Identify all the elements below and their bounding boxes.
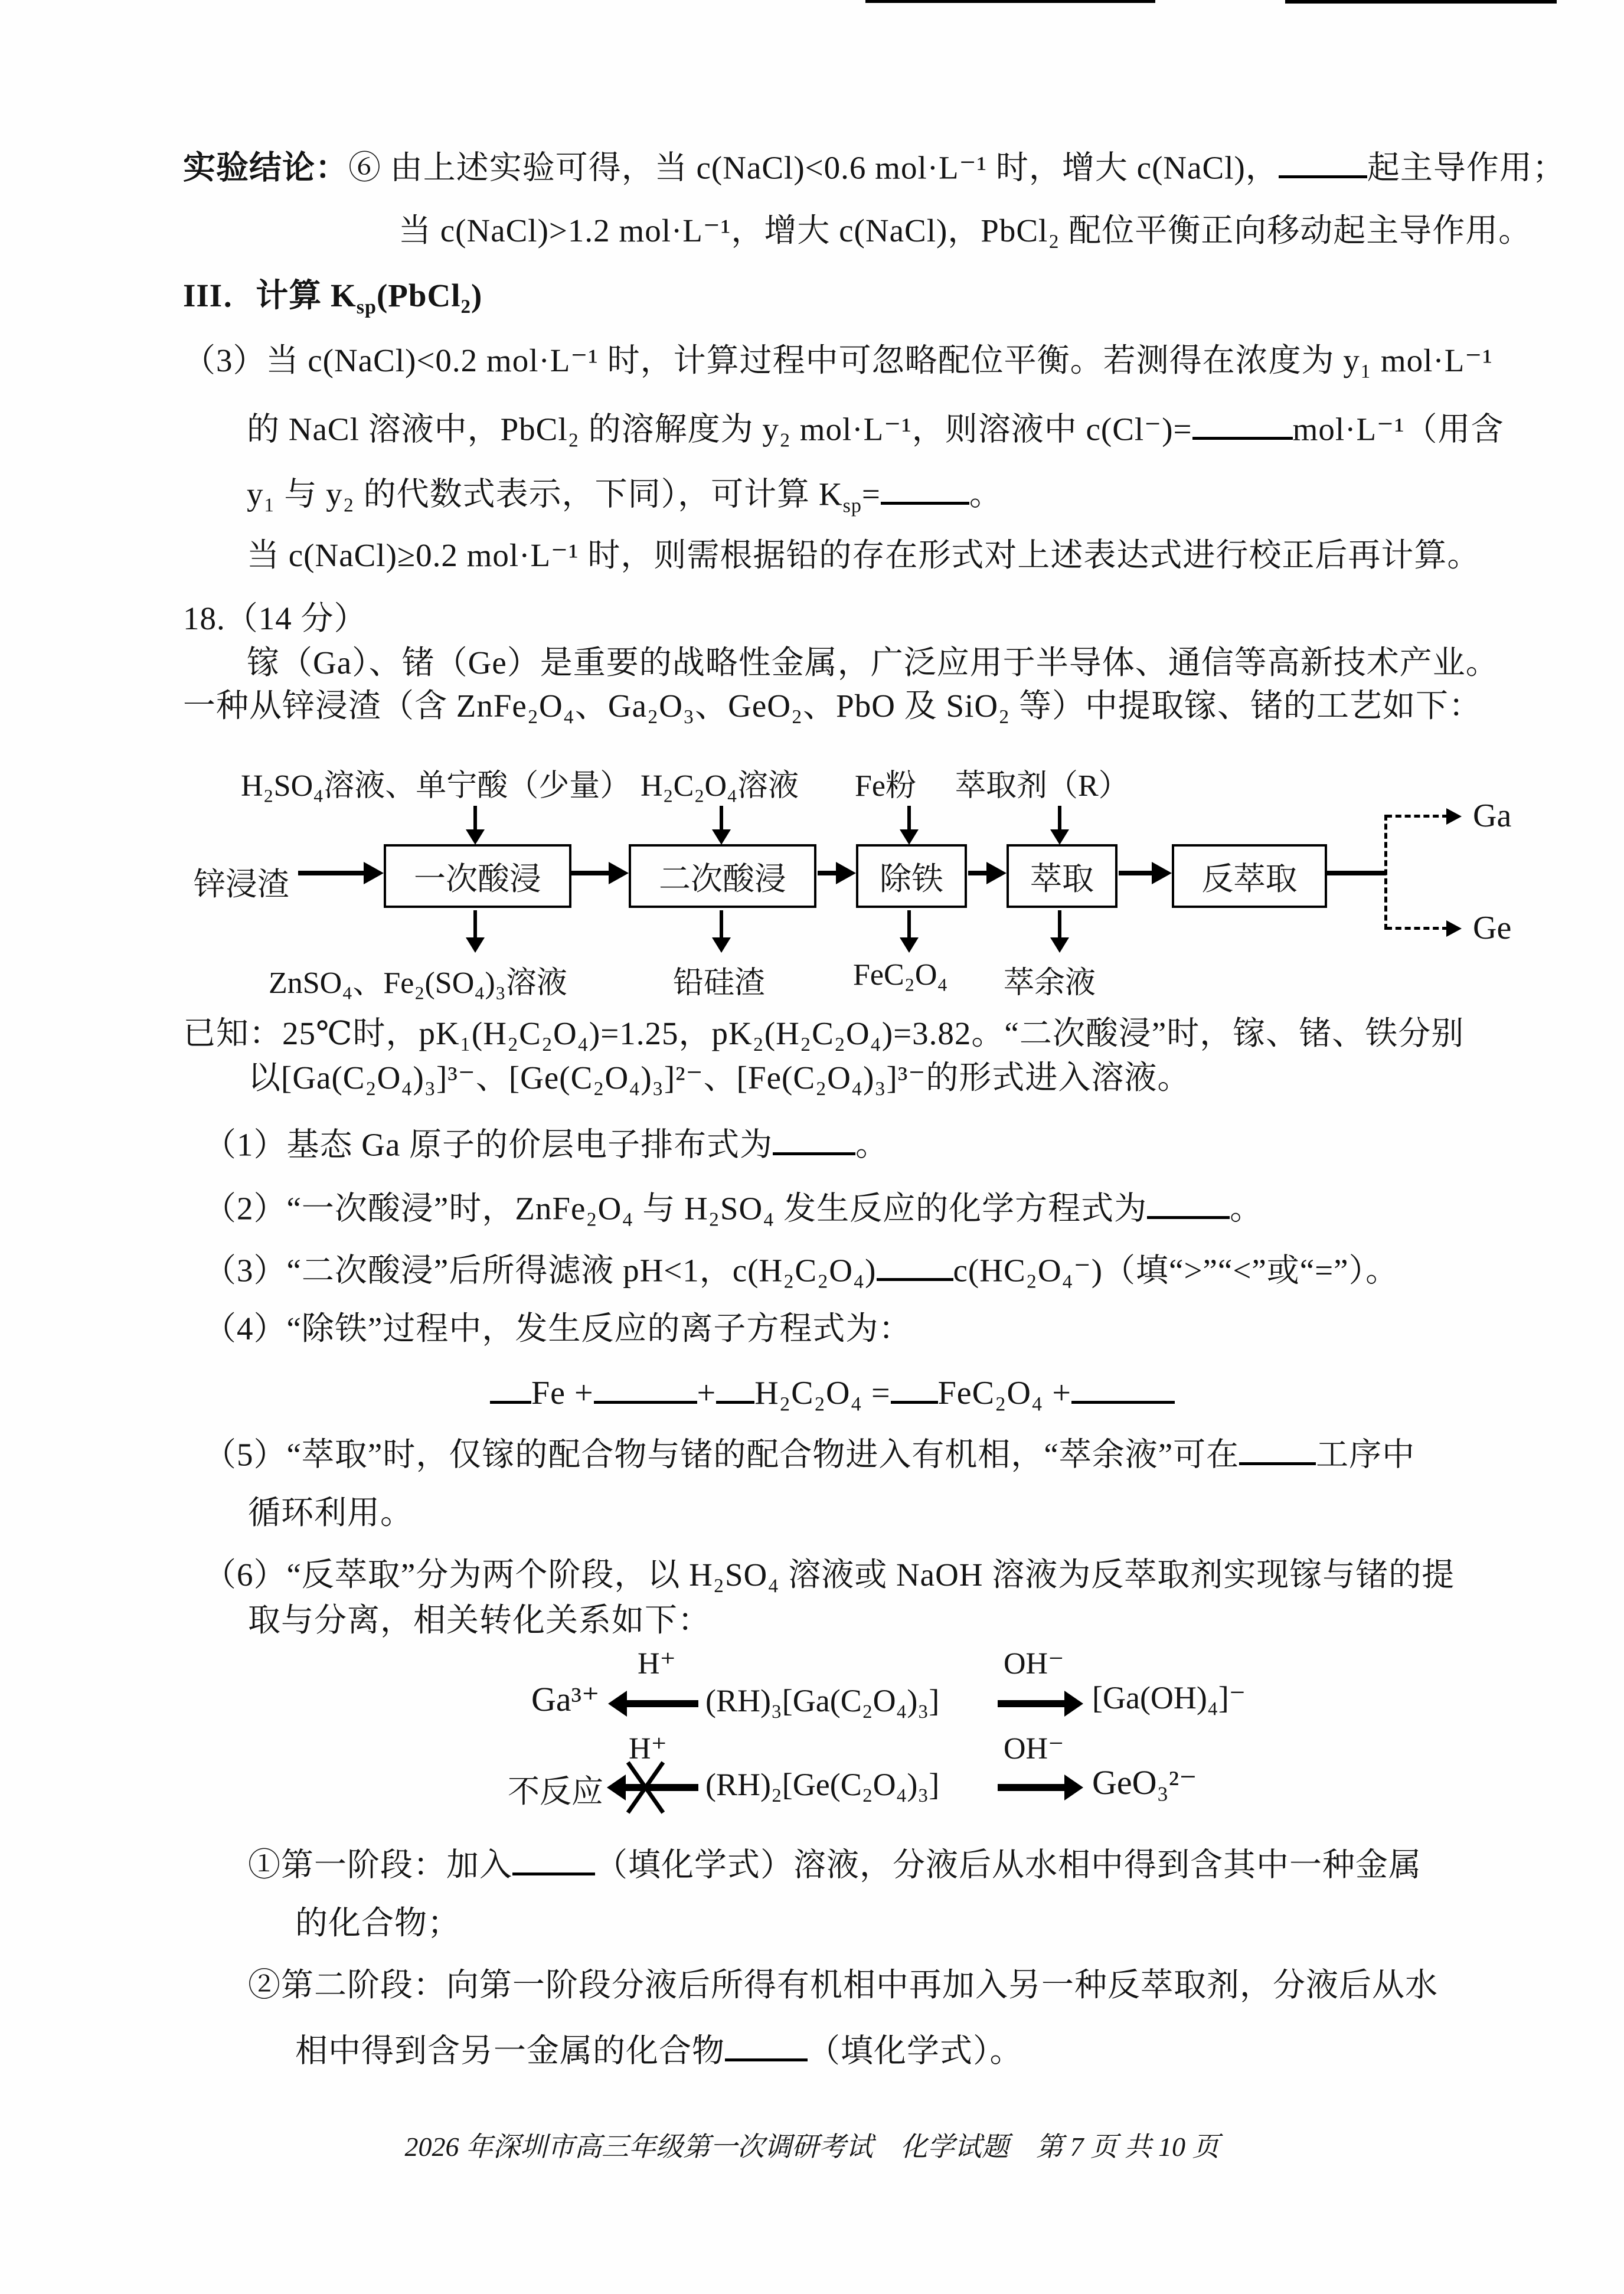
part3-text-b: mol·L⁻¹（用含 bbox=[1292, 411, 1504, 447]
part3-period: 。 bbox=[969, 476, 1002, 512]
known-line-1: 已知：25℃时，pK₁(H₂C₂O₄)=1.25，pK₂(H₂C₂O₄)=3.82。“二次酸浸”时，镓、锗、铁分别 bbox=[183, 1015, 1465, 1051]
subq5-text-2: 工序中 bbox=[1316, 1436, 1416, 1473]
flow-input-label: H₂C₂O₄溶液 bbox=[641, 769, 799, 803]
stage-1-cont: 的化合物； bbox=[295, 1905, 461, 1941]
flow-output-arrow bbox=[907, 910, 911, 939]
scan-artifact-bar bbox=[865, 0, 1155, 3]
ge-complex: (RH)₂[Ge(C₂O₄)₃] bbox=[705, 1767, 940, 1802]
flow-input-label: Fe粉 bbox=[855, 769, 917, 803]
flow-input-arrow bbox=[907, 806, 911, 831]
subq3-text-2: c(HC₂O₄⁻)（填“>”“<”或“=”）。 bbox=[953, 1252, 1399, 1289]
flow-input-arrow bbox=[720, 806, 723, 831]
flow-product-label: Ga bbox=[1473, 798, 1512, 834]
conclusion-label: 实验结论： bbox=[183, 149, 349, 186]
subquestion-3 bbox=[204, 1247, 1398, 1290]
flow-arrow bbox=[818, 871, 837, 875]
part3-eq: = bbox=[861, 476, 881, 512]
h-plus-label: H⁺ bbox=[638, 1647, 676, 1681]
flow-output-arrowhead bbox=[466, 937, 485, 953]
flow-output-arrowhead bbox=[712, 937, 731, 953]
answer-blank bbox=[725, 2028, 808, 2061]
subquestion-5 bbox=[204, 1432, 1415, 1474]
heading-sub: sp bbox=[356, 296, 377, 318]
flow-input-arrowhead bbox=[1050, 829, 1069, 845]
flow-dashed-arrow-ge bbox=[1386, 927, 1448, 930]
equation-term: FeC₂O₄ + bbox=[937, 1375, 1071, 1412]
stage2-text-2: （填化学式）。 bbox=[808, 2032, 1023, 2069]
subq5-text: （5）“萃取”时，仅镓的配合物与锗的配合物进入有机相，“萃余液”可在 bbox=[204, 1436, 1240, 1473]
subquestion-6-cont: 取与分离，相关转化关系如下： bbox=[248, 1602, 711, 1638]
scan-artifact-bar bbox=[1285, 0, 1557, 4]
ga-complex: (RH)₃[Ga(C₂O₄)₃] bbox=[705, 1683, 940, 1718]
flow-arrow bbox=[1119, 871, 1153, 875]
subquestion-4: （4）“除铁”过程中，发生反应的离子方程式为： bbox=[204, 1311, 912, 1347]
flow-arrow bbox=[298, 871, 364, 875]
q18-intro-1: 镓（Ga）、锗（Ge）是重要的战略性金属，广泛应用于半导体、通信等高新技术产业。 bbox=[247, 645, 1499, 681]
left-arrow-bar bbox=[625, 1700, 698, 1707]
h-plus-label: H⁺ bbox=[629, 1732, 667, 1766]
flow-output-arrow bbox=[473, 910, 477, 939]
flow-input-arrowhead bbox=[712, 829, 731, 845]
part3-line-3 bbox=[247, 471, 1002, 518]
flow-step-box: 反萃取 bbox=[1172, 844, 1327, 908]
flow-step-box: 除铁 bbox=[856, 844, 967, 908]
flow-output-arrowhead bbox=[1050, 937, 1069, 953]
right-arrow-bar bbox=[998, 1700, 1066, 1707]
question-18-number: 18.（14 分） bbox=[183, 600, 367, 636]
flow-branch-dashed-vertical bbox=[1384, 815, 1387, 930]
right-arrow-bar bbox=[998, 1784, 1066, 1791]
ge-product: GeO₃²⁻ bbox=[1092, 1763, 1197, 1802]
flow-output-label: 铅硅渣 bbox=[673, 966, 766, 1000]
conversion-diagram bbox=[0, 1641, 1624, 1836]
flow-step-box: 萃取 bbox=[1007, 844, 1117, 908]
ga-product: [Ga(OH)₄]⁻ bbox=[1092, 1680, 1246, 1715]
answer-blank bbox=[891, 1370, 938, 1404]
no-reaction-label: 不反应 bbox=[508, 1774, 603, 1809]
subquestion-1 bbox=[204, 1122, 888, 1164]
flow-input-arrowhead bbox=[466, 829, 485, 845]
heading-text-2: (PbCl₂) bbox=[376, 277, 483, 313]
part3-text-c: y₁ 与 y₂ 的代数式表示，下同），可计算 K bbox=[247, 476, 843, 512]
subq2-period: 。 bbox=[1230, 1190, 1263, 1227]
oh-minus-label: OH⁻ bbox=[1004, 1647, 1064, 1681]
subq1-period: 。 bbox=[855, 1126, 889, 1163]
subquestion-5-cont: 循环利用。 bbox=[248, 1495, 414, 1531]
flow-step-box: 一次酸浸 bbox=[384, 844, 571, 908]
left-arrow-bar bbox=[623, 1784, 698, 1791]
flow-input-arrow bbox=[473, 806, 477, 831]
flow-branch-line bbox=[1327, 871, 1386, 875]
answer-blank bbox=[594, 1370, 697, 1404]
flow-arrowhead bbox=[836, 862, 856, 884]
flow-step-box: 二次酸浸 bbox=[629, 844, 816, 908]
equation-term: Fe + bbox=[531, 1375, 594, 1412]
conclusion-line-1 bbox=[183, 145, 1566, 187]
flow-arrow bbox=[968, 871, 988, 875]
section-heading-ksp bbox=[183, 276, 482, 320]
known-line-2: 以[Ga(C₂O₄)₃]³⁻、[Ge(C₂O₄)₃]²⁻、[Fe(C₂O₄)₃]³⁻的形式进入溶液。 bbox=[248, 1060, 1191, 1096]
flow-arrow bbox=[570, 871, 610, 875]
flow-output-label: FeC₂O₄ bbox=[853, 958, 948, 992]
subq2-text: （2）“一次酸浸”时，ZnFe₂O₄ 与 H₂SO₄ 发生反应的化学方程式为 bbox=[204, 1190, 1148, 1227]
flow-product-label: Ge bbox=[1473, 910, 1512, 946]
stage2-text: 相中得到含另一金属的化合物 bbox=[295, 2032, 726, 2069]
conclusion-line-2: 当 c(NaCl)>1.2 mol·L⁻¹，增大 c(NaCl)，PbCl₂ 配位平衡正向移动起主导作用。 bbox=[398, 213, 1532, 249]
flow-dashed-arrow-ga bbox=[1386, 815, 1448, 818]
flow-output-arrowhead bbox=[900, 937, 919, 953]
subquestion-2 bbox=[204, 1185, 1263, 1228]
equation-term: H₂C₂O₄ = bbox=[754, 1375, 891, 1412]
answer-blank bbox=[1239, 1432, 1316, 1465]
stage1-text-2: （填化学式）溶液，分液后从水相中得到含其中一种金属 bbox=[595, 1847, 1422, 1883]
stage-1-line bbox=[248, 1842, 1422, 1884]
ksp-sub: sp bbox=[842, 495, 862, 517]
stage-2-cont bbox=[295, 2028, 1023, 2070]
answer-blank bbox=[490, 1370, 531, 1404]
flow-arrowhead bbox=[1152, 862, 1172, 884]
stage-2-line: ②第二阶段：向第一阶段分液后所得有机相中再加入另一种反萃取剂，分液后从水 bbox=[248, 1967, 1439, 2003]
flow-input-arrow bbox=[1058, 806, 1061, 831]
answer-blank bbox=[1279, 145, 1367, 178]
answer-blank bbox=[881, 471, 969, 505]
flow-input-label: 萃取剂（R） bbox=[955, 769, 1129, 803]
flow-output-arrow bbox=[720, 910, 723, 939]
equation-term: + bbox=[697, 1375, 717, 1412]
ionic-equation bbox=[490, 1370, 1175, 1413]
q18-intro-2: 一种从锌浸渣（含 ZnFe₂O₄、Ga₂O₃、GeO₂、PbO 及 SiO₂ 等）中提取镓、锗的工艺如下： bbox=[183, 688, 1482, 724]
flow-input-label: H₂SO₄溶液、单宁酸（少量） bbox=[241, 769, 631, 803]
subquestion-6: （6）“反萃取”分为两个阶段，以 H₂SO₄ 溶液或 NaOH 溶液为反萃取剂实现镓与锗的提 bbox=[204, 1557, 1455, 1593]
flow-input-arrowhead bbox=[900, 829, 919, 845]
flow-arrowhead bbox=[364, 862, 384, 884]
heading-text: III．计算 K bbox=[183, 277, 357, 313]
part3-text-a: 的 NaCl 溶液中，PbCl₂ 的溶解度为 y₂ mol·L⁻¹，则溶液中 c(Cl⁻)= bbox=[247, 411, 1192, 447]
part3-line-4: 当 c(NaCl)≥0.2 mol·L⁻¹ 时，则需根据铅的存在形式对上述表达式进行校正后再计算。 bbox=[247, 537, 1481, 573]
flow-dashed-arrowhead bbox=[1446, 920, 1462, 937]
flow-dashed-arrowhead bbox=[1446, 808, 1462, 825]
answer-blank bbox=[773, 1122, 855, 1155]
flow-output-label: ZnSO₄、Fe₂(SO₄)₃溶液 bbox=[269, 966, 567, 1000]
answer-blank bbox=[512, 1842, 595, 1875]
flow-arrowhead bbox=[609, 862, 629, 884]
right-arrowhead bbox=[1064, 1691, 1083, 1717]
flow-feed-label: 锌浸渣 bbox=[194, 867, 289, 902]
right-arrowhead bbox=[1064, 1775, 1083, 1800]
conclusion-text-a: ⑥ 由上述实验可得，当 c(NaCl)<0.6 mol·L⁻¹ 时，增大 c(NaCl)， bbox=[348, 149, 1279, 186]
subq1-text: （1）基态 Ga 原子的价层电子排布式为 bbox=[204, 1126, 773, 1163]
process-flowchart bbox=[0, 750, 1624, 1004]
answer-blank bbox=[877, 1247, 953, 1281]
page-footer: 2026 年深圳市高三年级第一次调研考试 化学试题 第 7 页 共 10 页 bbox=[404, 2132, 1220, 2162]
ga-ion: Ga³⁺ bbox=[531, 1680, 600, 1718]
stage1-text: ①第一阶段：加入 bbox=[248, 1847, 513, 1883]
subq3-text: （3）“二次酸浸”后所得滤液 pH<1，c(H₂C₂O₄) bbox=[204, 1252, 877, 1289]
flow-arrowhead bbox=[986, 862, 1007, 884]
answer-blank bbox=[1071, 1370, 1175, 1404]
answer-blank bbox=[1147, 1185, 1230, 1219]
part3-line-2 bbox=[247, 406, 1504, 449]
flow-output-arrow bbox=[1058, 910, 1061, 939]
answer-blank bbox=[1192, 406, 1293, 440]
part3-line-1: （3）当 c(NaCl)<0.2 mol·L⁻¹ 时，计算过程中可忽略配位平衡。若测得在浓度为 y₁ mol·L⁻¹ bbox=[183, 342, 1493, 378]
flow-output-label: 萃余液 bbox=[1004, 966, 1096, 1000]
oh-minus-label: OH⁻ bbox=[1004, 1732, 1064, 1766]
answer-blank bbox=[716, 1370, 754, 1404]
conclusion-text-b: 起主导作用； bbox=[1367, 149, 1566, 186]
